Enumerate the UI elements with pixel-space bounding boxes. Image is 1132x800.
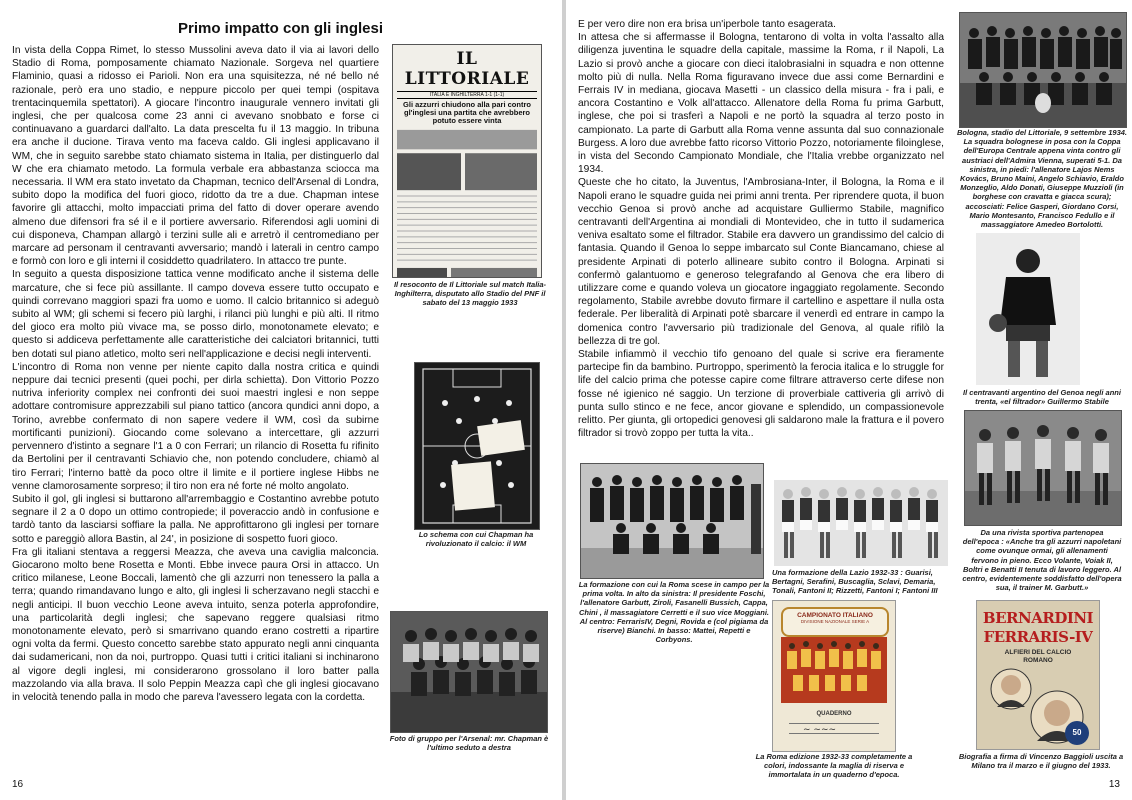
book-subtitle: ALFIERI DEL CALCIO ROMANO: [1004, 649, 1072, 664]
notebook-line1: CAMPIONATO ITALIANO: [797, 612, 873, 619]
caption-book: Biografia a firma di Vincenzo Baggioli uscita a Milano tra il marzo e il giugno del 1933.: [958, 752, 1124, 771]
caption-stabile: Il centravanti argentino del Genoa negli anni trenta, «el filtrador» Guillermo Stabile: [963, 388, 1121, 407]
article-title: Primo impatto con gli inglesi: [178, 20, 384, 37]
caption-napoli: Da una rivista sportiva partenopea dell'epoca : «Anche tra gli azzurri napoletani come ovunque ormai, gli allenamenti fervono in pieno. Ecco Volante, Voiak II, Boltri e Benatti II tenuta di lavoro leggero. Al centro, evidentemente soddisfatto dell'opera sua, il trainer M. Garbutt.»: [962, 528, 1122, 593]
bologna-photo-art: [960, 13, 1126, 127]
caption-newspaper: Il resoconto de Il Littoriale sul match Italia-Inghilterra, disputato allo Stadio del PNF il sabato del 13 maggio 1933: [393, 280, 547, 308]
left-paragraph-5: Fra gli italiani stentava a reggersi Meazza, che aveva una caviglia malconcia. Giocarono molto bene Rosetta e Monti. Ebbe invece paura Orsi in attacco. Un critico milanese, Leone Boccali, lamentò che gli azzurri non tenessero la palla a terra; quando rimandavano lungo e alto, gli inglesi li scherzavano negli stacchi e negli anticipi. Il buon vecchio Leone aveva intuito, senza poterla approfondire, una particolarità degli inglesi; che sapevano reggere qualsiasi ritmo monotonamente elevato, però si smarrivano quando erano costretti a ripartire ogni volta da fermi. Questo concetto sarebbe stato appurato negli anni cinquanta dai sudamericani, non da noi, purtroppo. Quasi tutti i critici italiani si inchinarono al vigore degli inglesi, mi consideraronо grossolano il loro batter palla mazzolando via alla brava. Il solo Peppin Meazza capì che gli inglesi giocavano in velocità tenendo palla in modo che pareva l'avessero legata con la cordetta.: [12, 546, 379, 703]
roma-notebook-cover: [772, 600, 896, 752]
newspaper-clipping: [392, 44, 542, 278]
left-paragraph-4: Subito il gol, gli inglesi si buttarono all'arrembaggio e Costantino avrebbe potuto segnare il 2 a 0 dopo un ottimo contropiede; il poveraccio andò in confusione e tardò tanto da lasciarsi soffiare la palla. Ne approfittarono gli inglesi per tornare sotto e pareggiò allora Bastin, al 24', in posizione di sospetto fuori gioco.: [12, 493, 379, 545]
napoli-training-photo: [964, 410, 1122, 526]
caption-roma: La formazione con cui la Roma scese in campo per la prima volta. In alto da sinistra: Il presidente Foschi, l'allenatore Garbutt, Ziroli, Fasanelli Bussich, Cappa, Chini , il massagiatore Cerretti e il suo vice Moggiani. Al centro: FerrarisIV, Degni, Rovida e (col pigiama da riserve) Bianchi. In basso: Mattei, Repetti e Corbyons.: [578, 580, 770, 645]
left-paragraph-3: L'incontro di Roma non venne per niente capito dalla nostra critica e quindi neppure dai tecnici presenti (quei pochi, per dirla schietta). Don Vittorio Pozzo nutriva inferiority complex nei confronti dei suoi maestri inglesi e non seppe adottare contromisure apprezzabili sul piano tattico (ancora qundici anni dopo, a Torino, avrebbe confermato di non sapere vedere il WM, così da subirne mortificanti punizioni). Giocando come solevano a intercettare, gli azzurri pervennero d'istinto a segnare l'1 a 0 con Ferrari; un rilancio di Rosetta fu rifinito da Bertolini per il centravanti Schiavio che, non potendo concludere, chiamò al tiro Ferrari; l'interno battè da poco oltre il limite e il portiere inglese Hibbs ne venne clamorosamente sorpreso; il tiro non era né forte né molto angolato.: [12, 361, 379, 492]
right-paragraph-3: Queste che ho citato, la Juventus, l'Ambrosiana-Inter, il Bologna, la Roma e il Napoli erano le squadre guida nei primi anni trenta. Per riprendere quota, il buon vecchio Genoa si provò anche ad acquistare Gulliermo Stabile, magnifico centravanti dell'Argentina ai mondiali di Montevideo, che in tutto il sudamerica veniva esaltato some el filtrador. Stabile era davvero un grandissimo del calcio di fantasia. Quando il Genoa lo seppe imbarcato sul Conte Biancamano, chiese al presidente Arpinati di poterlo allineare subito contro il Bologna. Arpinati si confermò galantuomo e generoso telegrafando al Genova che era libero di utilizzare come e quando voleva un giocatore ingaggiato regolamente. Secondo regolamento, Stabile avrebbe dovuto firmare il cartellino e aspettare il nulla osta federale. Per liberalità di Arpinati potè sbarcare il venerdì ed entrare in campo la domenica contro l'avversario più tradizionale del Genova, al quale rifilò la bellezza di tre gol.: [578, 177, 944, 347]
right-paragraph-4: Stabile infiammò il vecchio tifo genoano del quale si scrive era fieramente partecipe fin da bambino. Purtroppo, sperimentò la ferocia italica e lo struggle for life del calcio prima che potesse capire come filtrare attraverso certe difese non fosse né igienico né saggio. Un terzione di proverbiale cattiveria gli arrivò di punta sullo stinco e ne fece, ancor giovane e splendido, un compassionevole relitto. Per giunta, gli ortopedici genovesi gli saldarono male la frattura e il povero filtrador si trovò zoppo per tutta la vita..: [578, 349, 944, 440]
left-page: [0, 0, 562, 800]
caption-scheme: Lo schema con cui Chapman ha rivoluzionato il calcio: il WM: [418, 530, 534, 549]
caption-lazio: Una formazione della Lazio 1932-33 : Guarisi, Bertagni, Serafini, Buscaglia, Sclavi, Demaria, Tonali, Fantoni II; Rizzetti, Fantoni I; Fantoni III: [772, 568, 938, 596]
arsenal-photo-art: [391, 612, 547, 732]
stabile-photo-art: [976, 233, 1080, 385]
right-page: [566, 0, 1132, 800]
roma-photo-art: [581, 464, 763, 578]
newspaper-subhead: ITALIA E INGHILTERRA 1-1 (1-1): [397, 91, 537, 99]
right-paragraph-2: In attesa che si affermasse il Bologna, tentarono di volta in volta l'assalto alla diligenza juventina le squadre della capitale, massime la Roma, r il Napoli, La Lazio si provò anche a giocare con dieci italobrasialni in squadra e non ottenne molto più di nulla. Nella Roma figuravano invece due assi come Bernardini e Ferrais IV in mediana, giocava Masetti - un classico della misura - fra i pali, e ancora Costantino e Volk all'attacco. Allenatore della Roma fu prima Garbutt, inglese, che poi si trasferì a Napoli e ne portò la squadra al terzo posto in campionato. La parte di Garbutt alla Roma venne assunta dal suo connazionale Burgess. A loro due avrebbe fatto ricorso Vittorio Pozzo, notoriamente filoinglese, in vista del Secondo Campionato Mondiale, che l'Italia vrebbe organizzato nel 1934.: [578, 32, 944, 176]
left-paragraph-1: In vista della Coppa Rimet, lo stesso Mussolini aveva dato il via ai lavori dello Stadio di Roma, pomposamente chiamato Nazionale. Sorgeva nel quartiere Flaminio, quasi a ridosso ei Parioli. Non era una squisitezza, né né bello né razionale, però era uno stadio, e neppure piccolo per quei tempi (ospitava trentacinquemila spettatori). A giocare l'incontro inaugurale vennero invitati gli inglesi, che per qualcosa come 23 anni ci avevano snobbato e forse ci continuavano a guardarci dall'alto. La data prescelta fu il 13 maggio. In tribuna era anche il ducione. Tirava vento ma faceva caldo. Gli inglesi applicavano il WM, che in seguito sarebbe stato chiamato sistema in Italia, per distinguerlo dal W che era chiamato metodo. La formula verbale era abbastanza sciocca ma necessaria. Il WM era stato invetato da Chapman, tecnico dell'Arsenal di Londra, subito dopo la modifica del fuori gioco, ridotto da tre a due. Chapman intese favorire gli attacchi, molto impacciati prima del fatto di dover operare avendo almeno due difensori fra sé il e il portiere avversario. Riferendosi agli uomini di cui disponeva, Champan allargò i terzini sulle ali e arretrò il centromediano per marcare ad personam il centravanti avversario; mandò i laterali in centro campo e formò con loro e gli interni il cosiddetto quadrilatero. In attacco tre punte.: [12, 45, 379, 268]
bernardini-ferraris-book-cover: [976, 600, 1100, 750]
notebook-signature: ~ ~~~: [803, 725, 837, 735]
notebook-line2: DIVISIONE NAZIONALE SERIE A: [800, 619, 870, 624]
notebook-line3: QUADERNO: [816, 711, 852, 717]
wm-scheme-image: [414, 362, 540, 530]
caption-arsenal: Foto di gruppo per l'Arsenal: mr. Chapman è l'ultimo seduto a destra: [389, 734, 549, 753]
newspaper-body: [393, 126, 541, 278]
notebook-rule-1: [789, 723, 879, 724]
lazio-photo-art: [774, 480, 948, 566]
book-title-1: BERNARDINI: [982, 609, 1094, 627]
caption-notebook: La Roma edizione 1932-33 completamente a colori, indossante la maglia di riserva e immortalata in un quaderno d'epoca.: [755, 752, 913, 780]
right-page-number: 13: [1108, 779, 1120, 790]
lazio-team-photo: [774, 480, 948, 566]
caption-bologna: Bologna, stadio del Littoriale, 9 settembre 1934. La squadra bolognese in posa con la Coppa dell'Europa Centrale appena vinta contro gli austriaci dell'Admira Vienna, superati 5-1. Da sinistra, in piedi: l'allenatore Lajos Nems Kovács, Bruno Maini, Angelo Schiavio, Eraldo Monzeglio, Aldo Donati, Giuseppe Muzzioli (in borghese con cravatta e giacca scura); accosciati: Felice Gasperi, Giordano Corsi, Mario Montesanto, Francisco Fedullo e il massaggiatore Amedeo Bortolotti.: [956, 128, 1128, 230]
book-price: 50: [1072, 728, 1082, 737]
right-paragraph-1: E per vero dire non era brisa un'iperbole tanto esagerata.: [578, 19, 836, 30]
napoli-photo-art: [965, 411, 1121, 525]
arsenal-team-photo: [390, 611, 548, 733]
newspaper-masthead: IL LITTORIALE: [404, 49, 530, 89]
left-paragraph-2: In seguito a questa disposizione tattica venne modificato anche il sistema delle marcature, che si fece più assillante. Il campo doveva essere tutto occupato e quindi correvano maggiori spazi fra uomo e uomo. Il calcio britannico si adeguò subito al WM; gli schemi si fecero più larghi, i rilanci più lunghi e più alti. Il ritmo del gioco era molto più vivace ma, se posso dirlo, monotonamete elevato; e questo si addiceva perfettamente alle caratteristiche dei calciatori britannici, tutti ben dotati sul piano atletico, molto seri nell'applicazione e decisi negli interventi.: [12, 269, 379, 360]
right-text-column: [578, 18, 944, 441]
newspaper-headline: Gli azzurri chiudono alla pari contro gl'inglesi una partita che avrebbero potuto essere vinta: [403, 100, 531, 126]
bologna-team-photo: [959, 12, 1127, 128]
book-title-2: FERRARIS-IV: [983, 628, 1093, 646]
roma-team-photo: [580, 463, 764, 579]
notebook-banner: [781, 607, 889, 637]
wm-field-diagram: [415, 363, 539, 529]
left-page-number: 16: [12, 779, 24, 790]
stabile-photo: [976, 233, 1080, 385]
left-text-column: [12, 44, 379, 704]
notebook-team-illustration: [773, 637, 895, 707]
